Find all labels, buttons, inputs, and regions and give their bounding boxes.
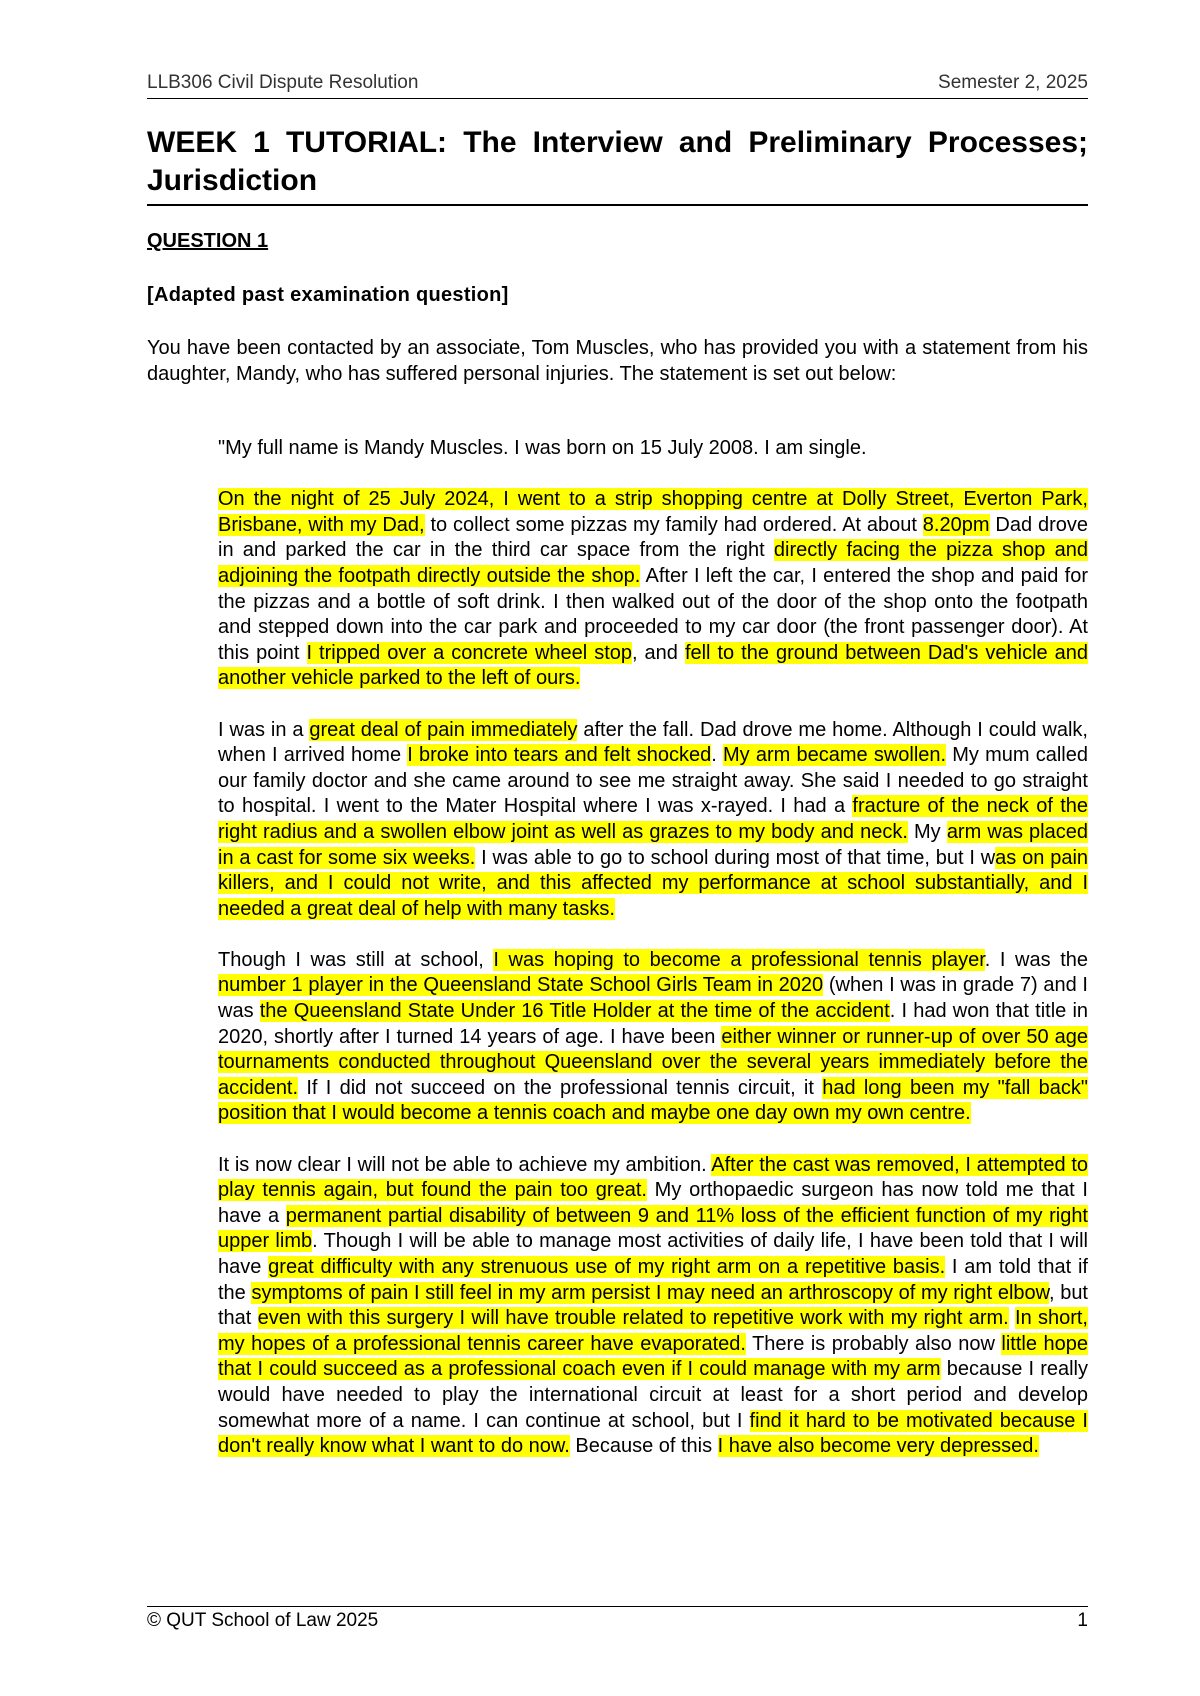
highlight: I broke into tears and felt shocked — [407, 744, 712, 767]
statement-block — [218, 436, 1088, 1485]
statement-paragraph-3: I was in a great deal of pain immediately after the fall. Dad drove me home. Although I could walk, when I arrived home I broke into tears and felt shocked. My arm became swollen. My mum called our family doctor and she came around to see me straight away. She said I needed to go straight to hospital. I went to the Mater Hospital where I was x-rayed. I had a fracture of the neck of the right radius and a swollen elbow joint as well as grazes to my body and neck. My arm was placed in a cast for some six weeks. I was able to go to school during most of that time, but I was on pain killers, and I could not write, and this affected my performance at school substantially, and I needed a great deal of help with many tasks. — [218, 718, 1089, 920]
semester-label: Semester 2, 2025 — [938, 72, 1088, 93]
highlight: directly facing the pizza shop and adjoining the footpath directly outside the shop. — [218, 539, 1089, 587]
highlight: symptoms of pain I still feel in my arm persist I may need an arthroscopy of my right elbow — [251, 1281, 1049, 1304]
highlight: I have also become very depressed. — [717, 1435, 1039, 1458]
page-number: 1 — [1077, 1610, 1088, 1631]
highlight: I tripped over a concrete wheel stop — [306, 641, 632, 664]
highlight: great deal of pain immediately — [309, 718, 578, 741]
statement-paragraph-2: On the night of 25 July 2024, I went to a strip shopping centre at Dolly Street, Everton Park, Brisbane, with my Dad, to collect some pizzas my family had ordered. At about 8.20pm Dad drove in and parked the car in the third car space from the right directly facing the pizza shop and adjoining the footpath directly outside the shop. After I left the car, I entered the shop and paid for the pizzas and a bottle of soft drink. I then walked out of the door of the shop onto the footpath and stepped down into the car park and proceeded to my car door (the front passenger door). At this point I tripped over a concrete wheel stop, and fell to the ground between Dad's vehicle and another vehicle parked to the left of ours. — [218, 488, 1089, 690]
page-footer — [147, 1606, 1088, 1632]
highlight: fracture of the neck of the right radius and a swollen elbow joint as well as grazes to my body and neck. — [218, 795, 1089, 843]
statement-paragraph-1: "My full name is Mandy Muscles. I was born on 15 July 2008. I am single. — [218, 437, 867, 459]
highlight: the Queensland State Under 16 Title Holder at the time of the accident — [259, 1000, 890, 1023]
highlight: On the night of 25 July 2024, I went to a strip shopping centre at Dolly Street, Everton Park, Brisbane, with my Dad, — [218, 488, 1088, 536]
highlight: I was hoping to become a professional tennis player — [493, 948, 985, 971]
highlight: as on pain killers, and I could not write, and this affected my performance at school substantially, and I needed a great deal of help with many tasks. — [218, 846, 1089, 920]
statement-paragraph-5: It is now clear I will not be able to achieve my ambition. After the cast was removed, I attempted to play tennis again, but found the pain too great. My orthopaedic surgeon has now told me that I have a permanent partial disability of between 9 and 11% loss of the efficient function of my right upper limb. Though I will be able to manage most activities of daily life, I have been told that I will have great difficulty with any strenuous use of my right arm on a repetitive basis. I am told that if the symptoms of pain I still feel in my arm persist I may need an arthroscopy of my right elbow, but that even with this surgery I will have trouble related to repetitive work with my right arm. In short, my hopes of a professional tennis career have evaporated. There is probably also now little hope that I could succeed as a professional coach even if I could manage with my arm because I really would have needed to play the international circuit at least for a short period and develop somewhat more of a name. I can continue at school, but I find it hard to be motivated because I don't really know what I want to do now. Because of this I have also become very depressed. — [218, 1153, 1089, 1458]
highlight: fell to the ground between Dad's vehicle and another vehicle parked to the left of ours. — [218, 641, 1089, 690]
copyright-notice: © QUT School of Law 2025 — [147, 1610, 379, 1631]
question-heading: QUESTION 1 — [147, 230, 269, 252]
highlight: great difficulty with any strenuous use of my right arm on a repetitive basis. — [268, 1256, 946, 1278]
highlight: little hope that I could succeed as a professional coach even if I could manage with my arm — [218, 1332, 1088, 1381]
statement-paragraph-4: Though I was still at school, I was hoping to become a professional tennis player. I was the number 1 player in the Queensland State School Girls Team in 2020 (when I was in grade 7) and I was the Queensland State Under 16 Title Holder at the time of the accident. I had won that title in 2020, shortly after I turned 14 years of age. I have been either winner or runner-up of over 50 age tournaments conducted throughout Queensland over the several years immediately before the accident. If I did not succeed on the professional tennis circuit, it had long been my "fall back" position that I would become a tennis coach and maybe one day own my own centre. — [218, 948, 1089, 1125]
highlight: even with this surgery I will have trouble related to repetitive work with my right arm. — [257, 1307, 1009, 1330]
course-name: LLB306 Civil Dispute Resolution — [147, 72, 419, 93]
highlight: In short, my hopes of a professional tennis career have evaporated. — [218, 1307, 1088, 1355]
page-header — [147, 72, 1088, 99]
highlight: permanent partial disability of between 9 and 11% loss of the efficient function of my right upper limb — [218, 1204, 1088, 1253]
highlight: arm was placed in a cast for some six weeks. — [218, 820, 1088, 869]
question-intro: You have been contacted by an associate, Tom Muscles, who has provided you with a statement from his daughter, Mandy, who has suffered personal injuries. The statement is set out below: — [147, 337, 1088, 385]
highlight: either winner or runner-up of over 50 age tournaments conducted throughout Queensland over the several years immediately before the accident. — [218, 1025, 1088, 1099]
highlight: find it hard to be motivated because I don't really know what I want to do now. — [218, 1409, 1088, 1458]
highlight: My arm became swollen. — [723, 744, 947, 767]
page-title: WEEK 1 TUTORIAL: The Interview and Preliminary Processes; Jurisdiction — [147, 124, 1088, 206]
highlight: After the cast was removed, I attempted to play tennis again, but found the pain too great. — [218, 1153, 1088, 1202]
highlight: had long been my "fall back" position that I would become a tennis coach and maybe one day own my own centre. — [218, 1076, 1088, 1125]
highlight: number 1 player in the Queensland State School Girls Team in 2020 — [218, 974, 824, 997]
highlight: 8.20pm — [922, 513, 990, 536]
question-subheading: [Adapted past examination question] — [147, 284, 509, 306]
